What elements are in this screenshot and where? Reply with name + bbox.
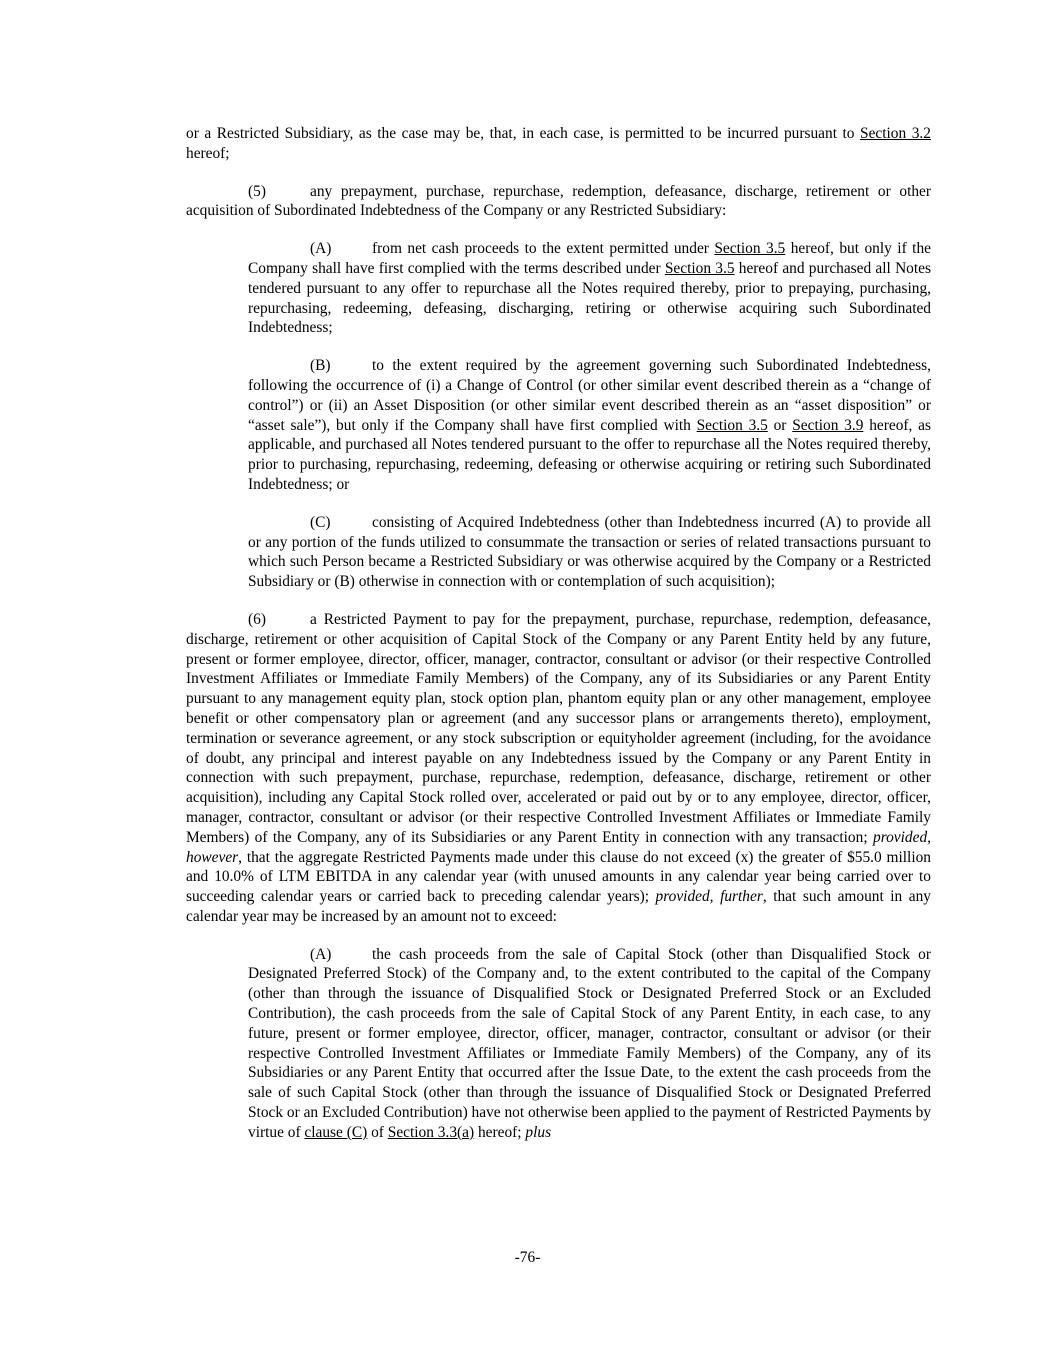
clause-6: (6) a Restricted Payment to pay for the prepayment, purchase, repurchase, redemption, defeasance, discharge, retirement or other acquisition of Capital Stock of the Company or any Parent Entity held by any future, present or former employee, director, officer, manager, contractor, consultant or advisor (or their respective Controlled Investment Affiliates or Immediate Family Members) of the Company, any of its Subsidiaries or any Parent Entity pursuant to any management equity plan, stock option plan, phantom equity plan or any other management, employee benefit or other compensatory plan or agreement (and any successor plans or arrangements thereto), employment, termination or severance agreement, or any stock subscription or equityholder agreement (including, for the avoidance of doubt, any principal and interest payable on any Indebtedness issued by the Company or any Parent Entity in connection with such prepayment, purchase, repurchase, redemption, defeasance, discharge, retirement or other acquisition), including any Capital Stock rolled over, accelerated or paid out by or to any employee, director, officer, manager, contractor, consultant or advisor (or their respective Controlled Investment Affiliates or Immediate Family Members) of the Company, any of its Subsidiaries or any Parent Entity in connection with any transaction; provided, however, that the aggregate Restricted Payments made under this clause do not exceed (x) the greater of $55.0 million and 10.0% of LTM EBITDA in any calendar year (with unused amounts in any calendar year being carried over to succeeding calendar years or carried back to preceding calendar years); provided, further, that such amount in any calendar year may be increased by an amount not to exceed: (186, 610, 931, 925)
cross-reference: clause (C) (304, 1123, 368, 1141)
page-number: -76- (514, 1249, 541, 1266)
clause-5: (5) any prepayment, purchase, repurchase, redemption, defeasance, discharge, retirement or other acquisition of Subordinated Indebtedness of the Company or any Restricted Subsidiary: (186, 182, 931, 220)
clause-number: (C) (310, 513, 331, 531)
italic-proviso: provided, however (186, 828, 931, 866)
italic-conjunction: plus (525, 1123, 552, 1141)
clause-number: (6) (248, 610, 266, 628)
cross-reference: Section 3.2 (860, 125, 931, 142)
cross-reference: Section 3.9 (792, 416, 864, 434)
clause-number: (5) (248, 182, 266, 200)
paragraph-continuation: or a Restricted Subsidiary, as the case may be, that, in each case, is permitted to be incurred pursuant to Section 3.2 hereof; (186, 125, 931, 162)
clause-5c: (C) consisting of Acquired Indebtedness (other than Indebtedness incurred (A) to provide all or any portion of the funds utilized to consummate the transaction or series of related transactions pursuant to which such Person became a Restricted Subsidiary or was otherwise acquired by the Company or a Restricted Subsidiary or (B) otherwise in connection with or contemplation of such acquisition); (248, 513, 931, 591)
cross-reference: Section 3.5 (696, 416, 768, 434)
italic-proviso: provided, further (655, 888, 763, 906)
clause-6a: (A) the cash proceeds from the sale of Capital Stock (other than Disqualified Stock or Designated Preferred Stock) of the Company and, to the extent contributed to the capital of the Company (other than through the issuance of Disqualified Stock or Designated Preferred Stock or an Excluded Contribution), the cash proceeds from the sale of Capital Stock of any Parent Entity, in each case, to any future, present or former employee, director, officer, manager, contractor, consultant or advisor (or their respective Controlled Investment Affiliates or Immediate Family Members) of the Company, any of its Subsidiaries or any Parent Entity that occurred after the Issue Date, to the extent the cash proceeds from the sale of such Capital Stock (other than through the issuance of Disqualified Stock or Designated Preferred Stock or an Excluded Contribution) have not otherwise been applied to the payment of Restricted Payments by virtue of clause (C) of Section 3.3(a) hereof; plus (248, 945, 932, 1141)
cross-reference: Section 3.3(a) (387, 1123, 475, 1141)
cross-reference: Section 3.5 (664, 259, 735, 277)
clause-5b: (B) to the extent required by the agreement governing such Subordinated Indebtedness, following the occurrence of (i) a Change of Control (or other similar event described therein as a “change of control”) or (ii) an Asset Disposition (or other similar event described therein as an “asset disposition” or “asset sale”), but only if the Company shall have first complied with Section 3.5 or Section 3.9 hereof, as applicable, and purchased all Notes tendered pursuant to the offer to repurchase all the Notes required thereby, prior to purchasing, repurchasing, redeeming, defeasing or otherwise acquiring or retiring such Subordinated Indebtedness; or (248, 357, 931, 493)
clause-5a: (A) from net cash proceeds to the extent permitted under Section 3.5 hereof, but only if the Company shall have first complied with the terms described under Section 3.5 hereof and purchased all Notes tendered pursuant to any offer to repurchase all the Notes required thereby, prior to prepaying, purchasing, repurchasing, redeeming, defeasing, discharging, retiring or otherwise acquiring such Subordinated Indebtedness; (248, 240, 931, 337)
document-body (186, 124, 931, 1143)
clause-number: (A) (310, 240, 332, 258)
clause-number: (B) (310, 357, 331, 375)
clause-number: (A) (310, 945, 332, 963)
cross-reference: Section 3.5 (714, 240, 786, 258)
